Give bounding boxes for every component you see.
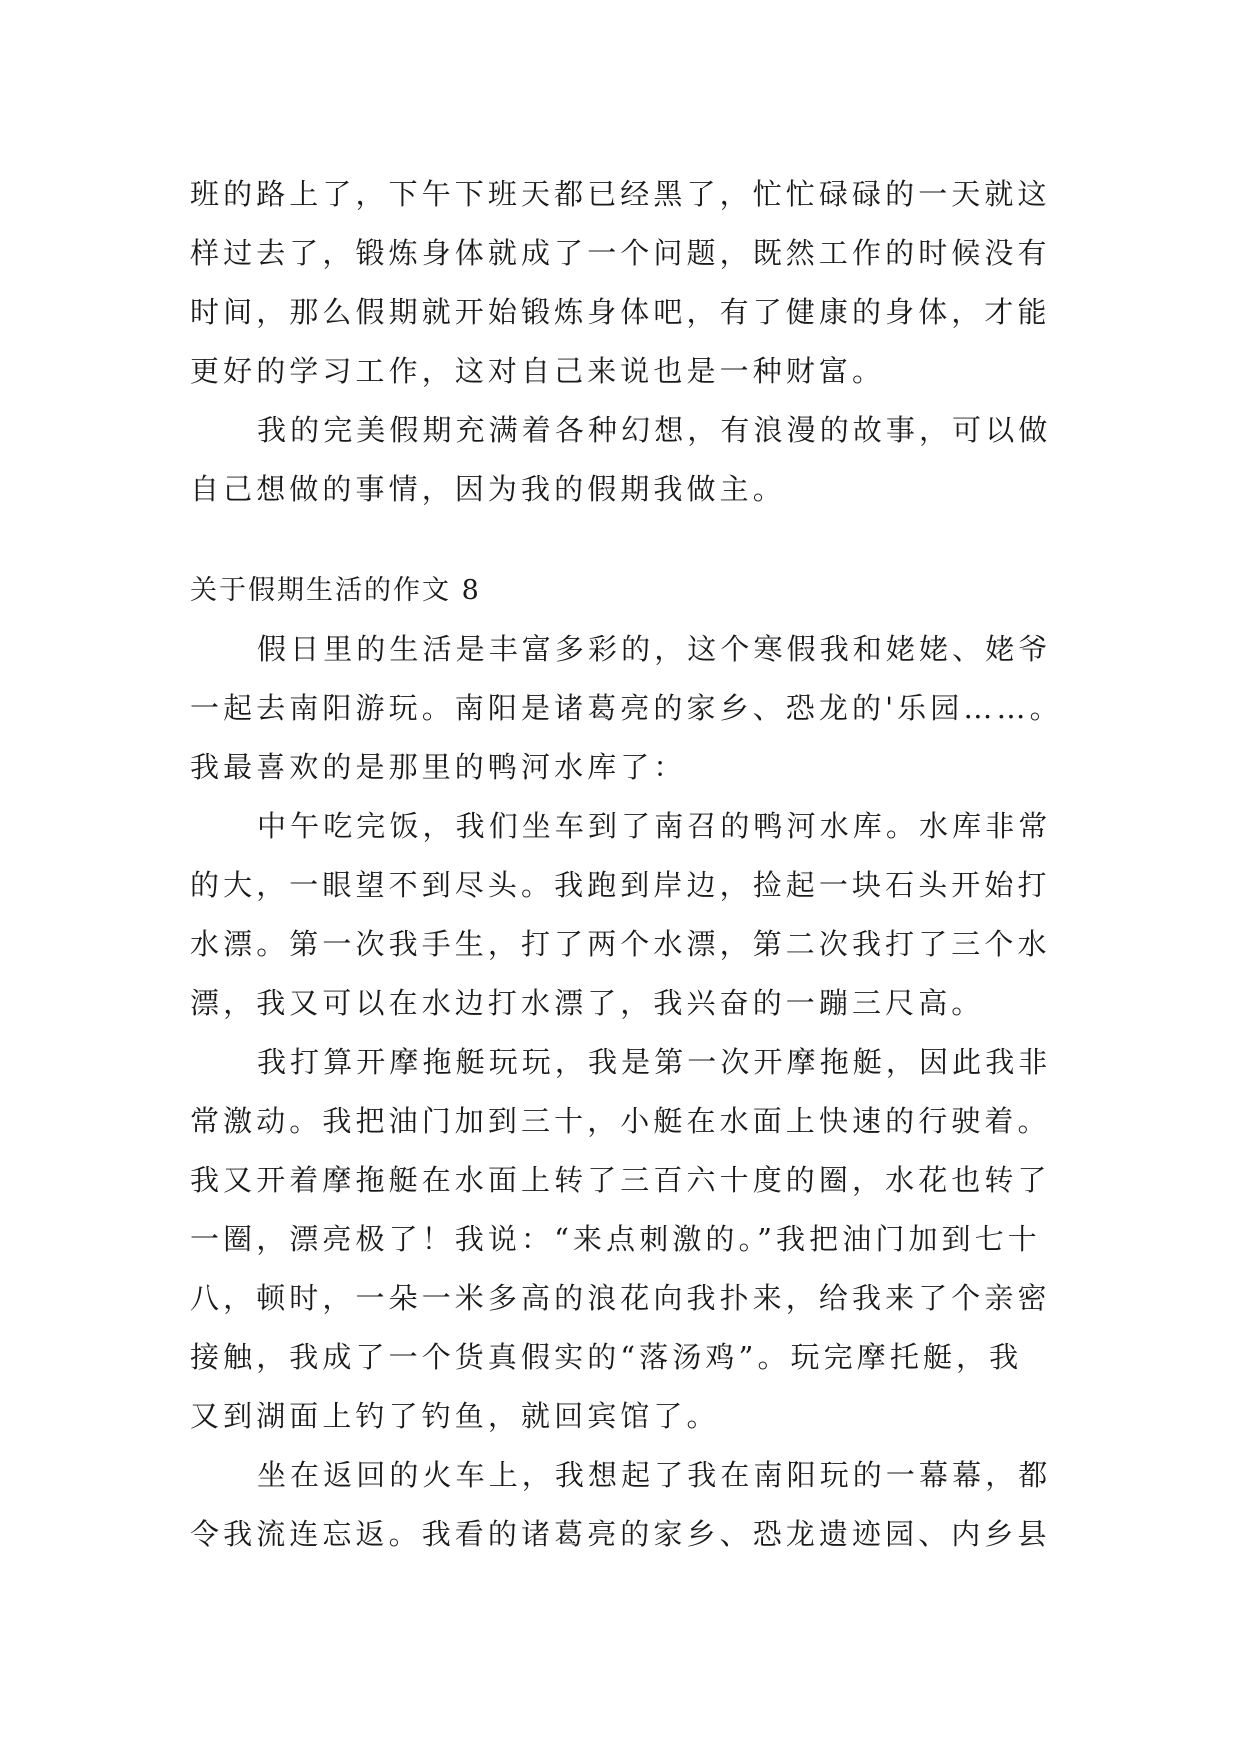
text-line: 我打算开摩拖艇玩玩，我是第一次开摩拖艇，因此我非 bbox=[257, 1045, 1052, 1079]
text-line: 更好的学习工作，这对自己来说也是一种财富。 bbox=[190, 354, 886, 388]
text-line: 一起去南阳游玩。南阳是诸葛亮的家乡、恐龙的'乐园……。 bbox=[190, 691, 1063, 725]
text-line: 漂，我又可以在水边打水漂了，我兴奋的一蹦三尺高。 bbox=[190, 986, 985, 1020]
text-line: 水漂。第一次我手生，打了两个水漂，第二次我打了三个水 bbox=[190, 927, 1051, 961]
text-line: 中午吃完饭，我们坐车到了南召的鸭河水库。水库非常 bbox=[257, 809, 1052, 843]
text-line: 令我流连忘返。我看的诸葛亮的家乡、恐龙遗迹园、内乡县 bbox=[190, 1517, 1051, 1551]
text-line: 接触，我成了一个货真假实的“落汤鸡”。玩完摩托艇，我 bbox=[190, 1340, 1023, 1374]
text-line: 坐在返回的火车上，我想起了我在南阳玩的一幕幕，都 bbox=[257, 1458, 1052, 1492]
text-line: 假日里的生活是丰富多彩的，这个寒假我和姥姥、姥爷 bbox=[257, 632, 1052, 666]
text-line: 的大，一眼望不到尽头。我跑到岸边，捡起一块石头开始打 bbox=[190, 868, 1051, 902]
text-line: 我的完美假期充满着各种幻想，有浪漫的故事，可以做 bbox=[257, 413, 1052, 447]
text-line: 我最喜欢的是那里的鸭河水库了： bbox=[190, 750, 687, 784]
text-line: 八，顿时，一朵一米多高的浪花向我扑来，给我来了个亲密 bbox=[190, 1281, 1051, 1315]
text-line: 我又开着摩拖艇在水面上转了三百六十度的圈，水花也转了 bbox=[190, 1163, 1051, 1197]
text-line: 又到湖面上钓了钓鱼，就回宾馆了。 bbox=[190, 1399, 720, 1433]
essay-title: 关于假期生活的作文 8 bbox=[190, 575, 481, 606]
text-line: 一圈，漂亮极了！我说：“来点刺激的。”我把油门加到七十 bbox=[190, 1222, 1041, 1256]
text-line: 样过去了，锻炼身体就成了一个问题，既然工作的时候没有 bbox=[190, 236, 1051, 270]
text-line: 常激动。我把油门加到三十，小艇在水面上快速的行驶着。 bbox=[190, 1104, 1051, 1138]
text-line: 时间，那么假期就开始锻炼身体吧，有了健康的身体，才能 bbox=[190, 295, 1051, 329]
text-line: 班的路上了，下午下班天都已经黑了，忙忙碌碌的一天就这 bbox=[190, 177, 1051, 211]
text-line: 自己想做的事情，因为我的假期我做主。 bbox=[190, 472, 786, 506]
essay-body bbox=[190, 620, 1063, 1564]
continued-paragraphs bbox=[190, 165, 1060, 519]
